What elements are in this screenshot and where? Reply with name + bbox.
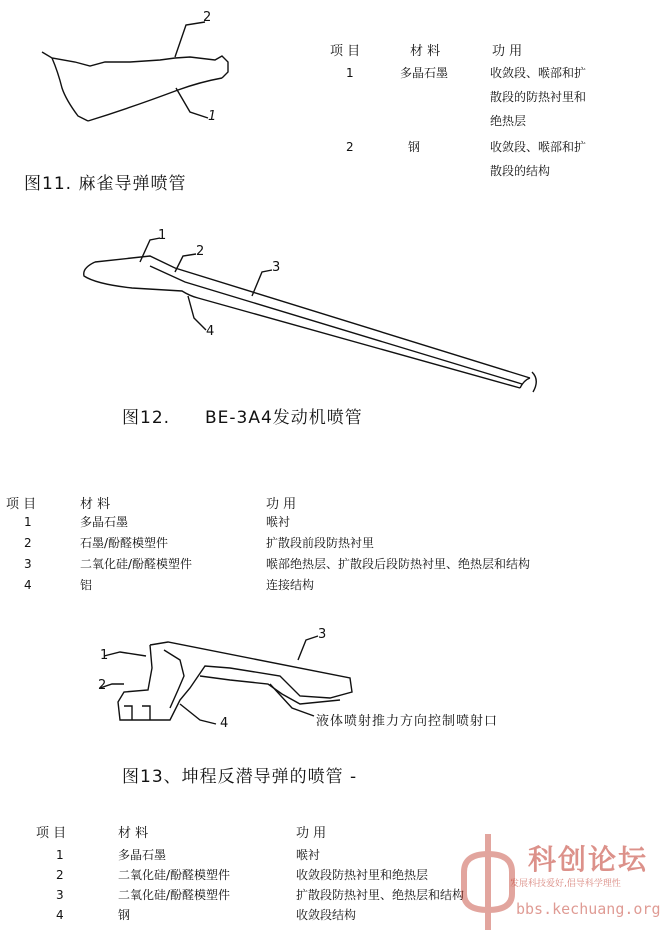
fig12-row1-item: 1 (24, 515, 32, 529)
fig13-caption: 图13、坤程反潜导弹的喷管 - (122, 767, 358, 787)
fig12-row2-function: 扩散段前段防热衬里 (266, 536, 375, 550)
fig13-header-material: 材 料 (118, 826, 149, 841)
fig11-row2-item: 2 (346, 140, 354, 154)
fig11-header-material: 材 料 (410, 44, 441, 59)
fig12-row2-item: 2 (24, 536, 32, 550)
fig12-row1-material: 多晶石墨 (80, 515, 129, 529)
fig13-row2-material: 二氧化硅/酚醛模塑件 (118, 868, 231, 882)
fig13-row1-material: 多晶石墨 (118, 848, 167, 862)
watermark-logo-icon (458, 832, 518, 932)
fig13-header-item: 项 目 (36, 826, 67, 841)
fig12-header-item: 项 目 (6, 497, 37, 512)
fig12-row1-function: 喉衬 (266, 515, 291, 529)
fig12-label-1: 1 (158, 228, 167, 243)
fig13-label-1: 1 (100, 648, 109, 663)
fig12-header-material: 材 料 (80, 497, 111, 512)
fig12-label-2: 2 (196, 244, 205, 259)
fig13-row4-function: 收敛段结构 (296, 908, 357, 922)
fig13-annotation: 液体喷射推力方向控制喷射口 (316, 714, 499, 729)
fig13-label-4: 4 (220, 716, 229, 731)
fig12-row2-material: 石墨/酚醛模塑件 (80, 536, 169, 550)
fig11-row1-material: 多晶石墨 (400, 66, 449, 80)
watermark-slogan: 发展科技爱好,倡导科学理性 (510, 879, 621, 889)
fig11-row1-function-l3: 绝热层 (490, 114, 527, 128)
fig13-row1-function: 喉衬 (296, 848, 321, 862)
fig12-header-function: 功 用 (266, 497, 297, 512)
fig12-row3-material: 二氧化硅/酚醛模塑件 (80, 557, 193, 571)
fig11-row1-item: 1 (346, 66, 354, 80)
fig11-header-function: 功 用 (492, 44, 523, 59)
fig13-row3-item: 3 (56, 888, 64, 902)
fig13-row2-item: 2 (56, 868, 64, 882)
fig12-row3-function: 喉部绝热层、扩散段后段防热衬里、绝热层和结构 (266, 557, 531, 571)
fig12-row4-material: 铝 (80, 578, 93, 592)
fig11-row2-function-l1: 收敛段、喉部和扩 (490, 140, 587, 154)
fig12-caption-prefix: 图12. (122, 408, 171, 428)
fig11-row2-material: 钢 (408, 140, 421, 154)
fig11-row1-function-l2: 散段的防热衬里和 (490, 90, 587, 104)
fig12-label-3: 3 (272, 260, 281, 275)
fig11-label-2: 2 (203, 10, 212, 25)
fig12-row4-function: 连接结构 (266, 578, 315, 592)
fig13-row3-material: 二氧化硅/酚醛模塑件 (118, 888, 231, 902)
fig13-row1-item: 1 (56, 848, 64, 862)
fig13-row2-function: 收敛段防热衬里和绝热层 (296, 868, 429, 882)
fig12-caption-title: BE-3A4发动机喷管 (205, 408, 363, 428)
fig11-caption: 图11. 麻雀导弹喷管 (24, 174, 187, 194)
fig13-row4-item: 4 (56, 908, 64, 922)
watermark-url: bbs.kechuang.org (516, 900, 661, 918)
fig12-label-4: 4 (206, 324, 215, 339)
fig13-row3-function: 扩散段防热衬里、绝热层和结构 (296, 888, 465, 902)
watermark-name: 科创论坛 (528, 843, 649, 876)
fig11-label-1: 1 (208, 109, 217, 124)
fig12-row4-item: 4 (24, 578, 32, 592)
fig11-header-item: 项 目 (330, 44, 361, 59)
fig13-label-3: 3 (318, 627, 327, 642)
fig11-row1-function-l1: 收敛段、喉部和扩 (490, 66, 587, 80)
fig11-row2-function-l2: 散段的结构 (490, 164, 551, 178)
fig13-row4-material: 钢 (118, 908, 131, 922)
fig13-header-function: 功 用 (296, 826, 327, 841)
fig13-label-2: 2 (98, 678, 107, 693)
fig12-row3-item: 3 (24, 557, 32, 571)
